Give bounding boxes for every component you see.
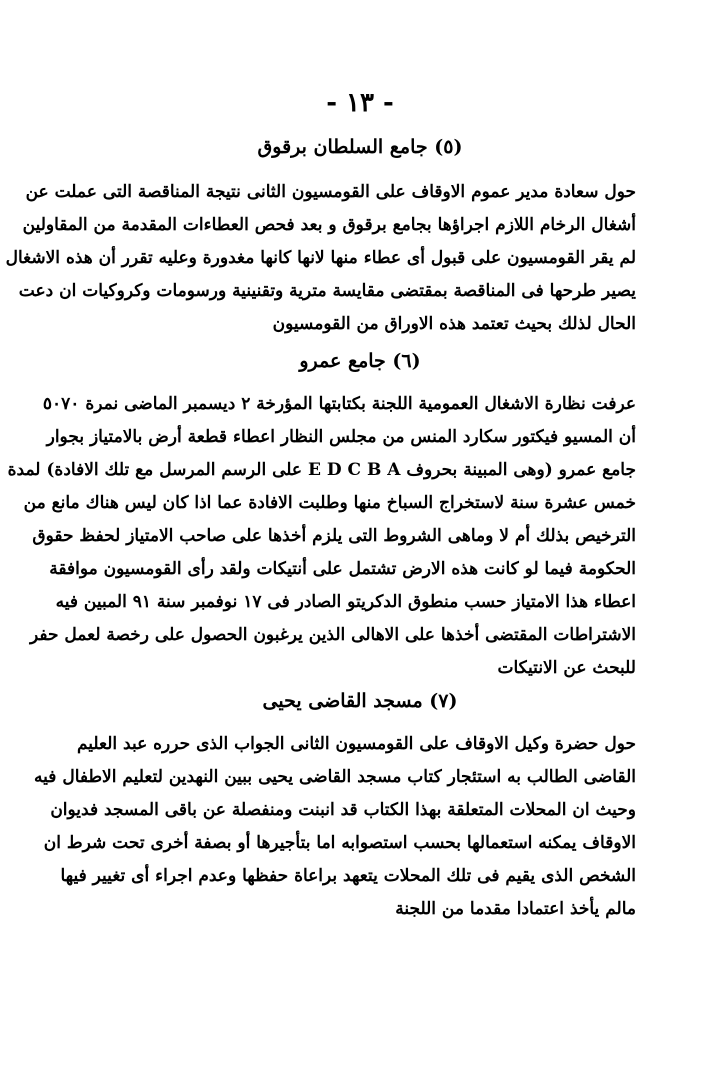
text-line: الاوقاف يمكنه استعمالها بحسب استصوابه اما بتأجيرها أو بصفة أخرى تحت شرط ان [43, 833, 636, 853]
section-body-6 [7, 388, 636, 685]
section-title-6: (٦) جامع عمرو [299, 350, 421, 372]
text-line: الحكومة فيما لو كانت هذه الارض تشتمل على أنتيكات ولقد رأى القومسيون موافقة [49, 559, 636, 579]
text-line: الشخص الذى يقيم فى تلك المحلات يتعهد براعاة حفظها وعدم اجراء أى تغيير فيها [60, 866, 636, 886]
text-line: جامع عمرو (وهى المبينة بحروف E D C B A على الرسم المرسل مع تلك الافادة) لمدة [7, 460, 636, 480]
section-body-5 [5, 176, 636, 341]
text-line: القاضى الطالب به استئجار كتاب مسجد القاضى يحيى ببين النهدين لتعليم الاطفال فيه [34, 767, 636, 787]
text-line: أشغال الرخام اللازم اجراؤها بجامع برقوق و بعد فحص العطاءات المقدمة من المقاولين [22, 215, 636, 235]
text-line: للبحث عن الانتيكات [497, 658, 636, 678]
text-line: عرفت نظارة الاشغال العمومية اللجنة بكتابتها المؤرخة ٢ ديسمبر الماضى نمرة ٥٠٧٠ [42, 394, 636, 414]
text-line: أن المسيو فيكتور سكارد المنس من مجلس النظار اعطاء قطعة أرض بالامتياز بجوار [46, 427, 636, 447]
page-number: - ١٣ - [326, 88, 394, 118]
text-line: لم يقر القومسيون على قبول أى عطاء منها لانها كانها مغدورة وعليه تقرر أن هذه الاشغال [5, 248, 636, 268]
text-line: حول حضرة وكيل الاوقاف على القومسيون الثانى الجواب الذى حرره عبد العليم [76, 734, 636, 754]
section-body-7 [34, 728, 636, 926]
text-line: الترخيص بذلك أم لا وماهى الشروط التى يلزم أخذها على صاحب الامتياز لحفظ حقوق [32, 526, 636, 546]
text-line: حول سعادة مدير عموم الاوقاف على القومسيون الثانى نتيجة المناقصة التى عملت عن [25, 182, 636, 202]
text-line: الاشتراطات المقتضى أخذها على الاهالى الذين يرغبون الحصول على رخصة لعمل حفر [30, 625, 636, 645]
text-line: خمس عشرة سنة لاستخراج السباخ منها وطلبت الافادة عما اذا كان ليس هناك مانع من [23, 493, 636, 513]
text-line: الحال لذلك بحيث تعتمد هذه الاوراق من القومسيون [272, 314, 636, 334]
text-line: يصير طرحها فى المناقصة بمقتضى مقايسة مترية وتقنينية ورسومات وكروكيات ان دعت [18, 281, 636, 301]
text-line: اعطاء هذا الامتياز حسب منطوق الدكريتو الصادر فى ١٧ نوفمبر سنة ٩١ المبين فيه [55, 592, 636, 612]
text-line: مالم يأخذ اعتمادا مقدما من اللجنة [395, 899, 636, 919]
text-line: وحيث ان المحلات المتعلقة بهذا الكتاب قد انبنت ومنفصلة عن باقى المسجد فديوان [50, 800, 636, 820]
section-title-5: (٥) جامع السلطان برقوق [257, 136, 463, 158]
section-title-7: (٧) مسجد القاضى يحيى [262, 690, 458, 712]
